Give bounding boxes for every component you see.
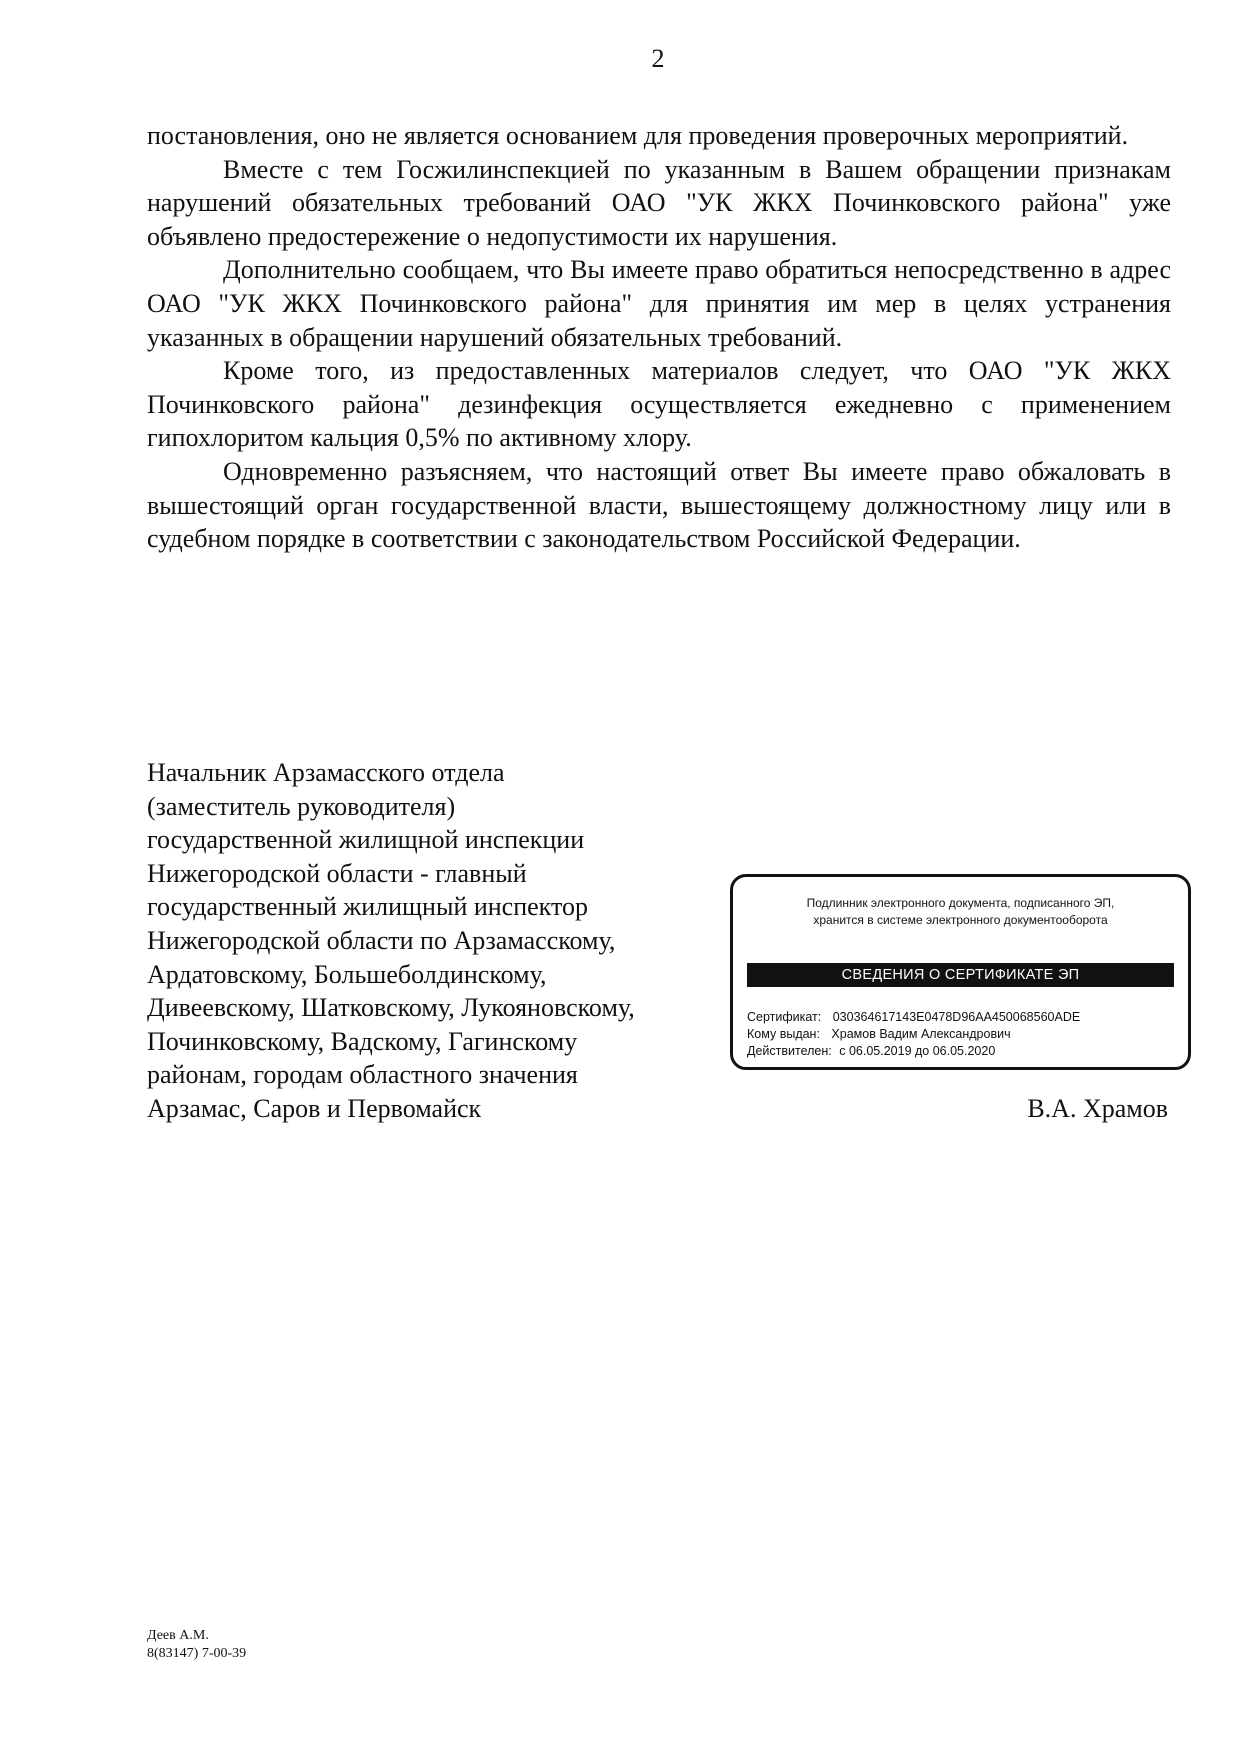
signer-position-line: районам, городам областного значения — [147, 1060, 578, 1090]
page-number: 2 — [651, 44, 665, 73]
stamp-note — [733, 895, 1188, 929]
validity-label: Действителен: — [747, 1044, 832, 1058]
signer-position — [147, 756, 747, 1126]
validity-value: с 06.05.2019 до 06.05.2020 — [839, 1044, 996, 1058]
signer-position-line: государственный жилищный инспектор — [147, 892, 588, 922]
certificate-details — [747, 1009, 1080, 1060]
paragraph: Кроме того, из предоставленных материалов следует, что ОАО "УК ЖКХ Починковского района" дезинфекция осуществляется ежедневно с применением гипохлоритом кальция 0,5% по активному хлору. — [147, 356, 1171, 453]
signer-position-line: государственной жилищной инспекции — [147, 825, 585, 855]
issued-to-value: Храмов Вадим Александрович — [831, 1027, 1011, 1041]
letter-body — [147, 119, 1171, 556]
paragraph: Дополнительно сообщаем, что Вы имеете право обратиться непосредственно в адрес ОАО "УК ЖКХ Починковского района" для принятия им мер в целях устранения указанных в обращении нарушений обязательных требований. — [147, 255, 1171, 352]
paragraph: постановления, оно не является основанием для проведения проверочных мероприятий. — [147, 121, 1129, 150]
issued-to-label: Кому выдан: — [747, 1027, 820, 1041]
paragraph: Вместе с тем Госжилинспекцией по указанным в Вашем обращении признакам нарушений обязательных требований ОАО "УК ЖКХ Починковского района" уже объявлено предостережение о недопустимости их нарушения. — [147, 154, 1171, 251]
validity-row — [747, 1043, 1080, 1060]
electronic-signature-stamp — [730, 874, 1191, 1070]
certificate-label: Сертификат: — [747, 1010, 822, 1024]
stamp-title-bar: СВЕДЕНИЯ О СЕРТИФИКАТЕ ЭП — [747, 963, 1174, 987]
signer-position-line: Ардатовскому, Большеболдинскому, — [147, 959, 547, 989]
signer-position-line: Нижегородской области по Арзамасскому, — [147, 925, 616, 955]
issued-to-row — [747, 1026, 1080, 1043]
executor-name: Деев А.М. — [147, 1628, 209, 1643]
signer-position-line: (заместитель руководителя) — [147, 791, 456, 821]
signer-position-line: Дивеевскому, Шатковскому, Лукояновскому, — [147, 993, 635, 1023]
paragraph: Одновременно разъясняем, что настоящий ответ Вы имеете право обжаловать в вышестоящий орган государственной власти, вышестоящему должностному лицу или в судебном порядке в соответствии с законодательством Российской Федерации. — [147, 456, 1171, 554]
signer-position-line: Арзамас, Саров и Первомайск — [147, 1093, 482, 1123]
certificate-row — [747, 1009, 1080, 1026]
stamp-note-line: хранится в системе электронного документооборота — [813, 913, 1108, 927]
stamp-note-line: Подлинник электронного документа, подписанного ЭП, — [806, 896, 1115, 910]
signer-name: В.А. Храмов — [1027, 1094, 1168, 1123]
executor-phone: 8(83147) 7-00-39 — [147, 1646, 247, 1661]
executor-footer — [147, 1627, 246, 1663]
signer-position-line: Нижегородской области - главный — [147, 858, 527, 888]
signer-position-line: Починковскому, Вадскому, Гагинскому — [147, 1026, 578, 1056]
signer-position-line: Начальник Арзамасского отдела — [147, 758, 505, 787]
certificate-value: 030364617143E0478D96AA450068560ADE — [832, 1010, 1081, 1024]
